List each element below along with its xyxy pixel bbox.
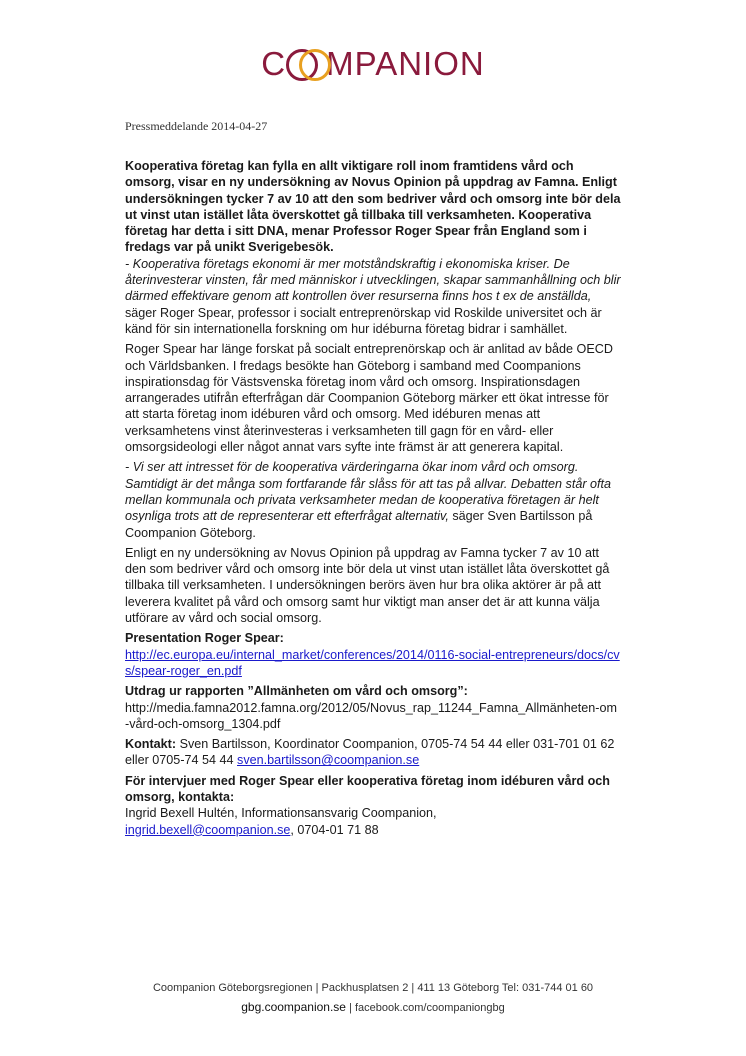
- quote-roger-spear: - Kooperativa företags ekonomi är mer motståndskraftig i ekonomiska kriser. De återinvesterar vinsten, får med människor i utvecklingen, skapar sammanhållning och blir därmed effektivare genom att kontrollen över resurserna finns hos t ex de anställda, säger Roger Spear, professor i socialt entreprenörskap vid Roskilde universitet och är känd för sin internationella forskning om hur idéburna företag bidrar i samhället.: [125, 256, 621, 336]
- quote-sven-bartilsson: - Vi ser att intresset för de kooperativa värderingarna ökar inom vård och omsorg. Samtidigt är det många som fortfarande får slåss för att tas på allvar. Debatten står ofta mellan kommunala och privata verksamheter medan de kooperativa företagen är helt osynliga trots att de representerar ett efterfrågat alternativ, säger Sven Bartilsson på Coompanion Göteborg.: [125, 460, 612, 540]
- footer-address: Coompanion Göteborgsregionen | Packhusplatsen 2 | 411 13 Göteborg Tel: 031-744 01 60: [152, 982, 594, 994]
- footer-web-line: [0, 998, 746, 1018]
- presentation-section: [125, 630, 621, 679]
- interviews-email-link[interactable]: ingrid.bexell@coompanion.se: [125, 822, 291, 837]
- interviews-phone: , 0704-01 71 88: [290, 822, 379, 837]
- contact-label: Kontakt:: [125, 737, 177, 752]
- coompanion-logo: C MPANION: [261, 45, 485, 82]
- article-body: [125, 158, 621, 842]
- logo-double-o-mark: [285, 49, 327, 79]
- interviews-section: [125, 773, 621, 838]
- footer-website: gbg.coompanion.se: [241, 1000, 346, 1014]
- paragraph-background: Roger Spear har länge forskat på socialt entreprenörskap och är anlitad av både OECD och Världsbanken. I fredags besökte han Göteborg i samband med Coompanions inspirationsdag för Västsvenska företag inom vård och omsorg. Inspirationsdagen arrangerades utifrån efterfrågan där Coompanion Göteborg märker ett ökat intresse för att starta företag inom idéburen vård och omsorg. Med idéburen menas att verksamhetens vinst återinvesteras i verksamheten till gagn för en vård- eller omsorgsideologi eller något annat vars syfte inte främst är att generera kapital.: [125, 342, 613, 455]
- contact-text: Sven Bartilsson, Koordinator Coompanion, 0705-74 54 44 eller 031-701 01 62 eller 0705-74 54 44: [125, 737, 615, 768]
- interviews-heading: För intervjuer med Roger Spear eller kooperativa företag inom idéburen vård och omsorg, kontakta:: [125, 773, 610, 804]
- report-section: [125, 683, 621, 732]
- report-heading: Utdrag ur rapporten ”Allmänheten om vård och omsorg”:: [125, 684, 468, 699]
- report-url: http://media.famna2012.famna.org/2012/05/Novus_rap_11244_Famna_Allmänheten-om-vård-och-omsorg_1304.pdf: [125, 700, 617, 731]
- presentation-link[interactable]: http://ec.europa.eu/internal_market/conferences/2014/0116-social-entrepreneurs/docs/cvs/spear-roger_en.pdf: [125, 647, 620, 678]
- contact-section: [125, 736, 621, 769]
- contact-email-link[interactable]: sven.bartilsson@coompanion.se: [237, 753, 420, 768]
- paragraph-survey: Enligt en ny undersökning av Novus Opinion på uppdrag av Famna tycker 7 av 10 att den som bedriver vård och omsorg inte bör dela ut vinst utan istället låta överskottet gå tillbaka till verksamheten. I undersökningen berörs även hur bra olika aktörer är på att leverera kvalitet på vård och omsorg samt hur viktigt man anser det är att kunna välja utförare av vård och social omsorg.: [125, 545, 610, 626]
- presentation-heading: Presentation Roger Spear:: [125, 631, 284, 646]
- footer-facebook: | facebook.com/coompaniongbg: [345, 1002, 505, 1014]
- lead-paragraph: Kooperativa företag kan fylla en allt viktigare roll inom framtidens vård och omsorg, visar en ny undersökning av Novus Opinion på uppdrag av Famna. Enligt undersökningen tycker 7 av 10 att den som bedriver vård och omsorg inte bör dela ut vinst utan istället låta överskottet gå tillbaka till verksamheten. Kooperativa företag har detta i sitt DNA, menar Professor Roger Spear från England som i fredags var på unikt Sverigebesök.: [125, 159, 621, 255]
- press-release-date: Pressmeddelande 2014-04-27: [125, 119, 268, 133]
- page-footer: [0, 979, 746, 1018]
- interviews-contact-name: Ingrid Bexell Hultén, Informationsansvarig Coompanion,: [125, 806, 437, 821]
